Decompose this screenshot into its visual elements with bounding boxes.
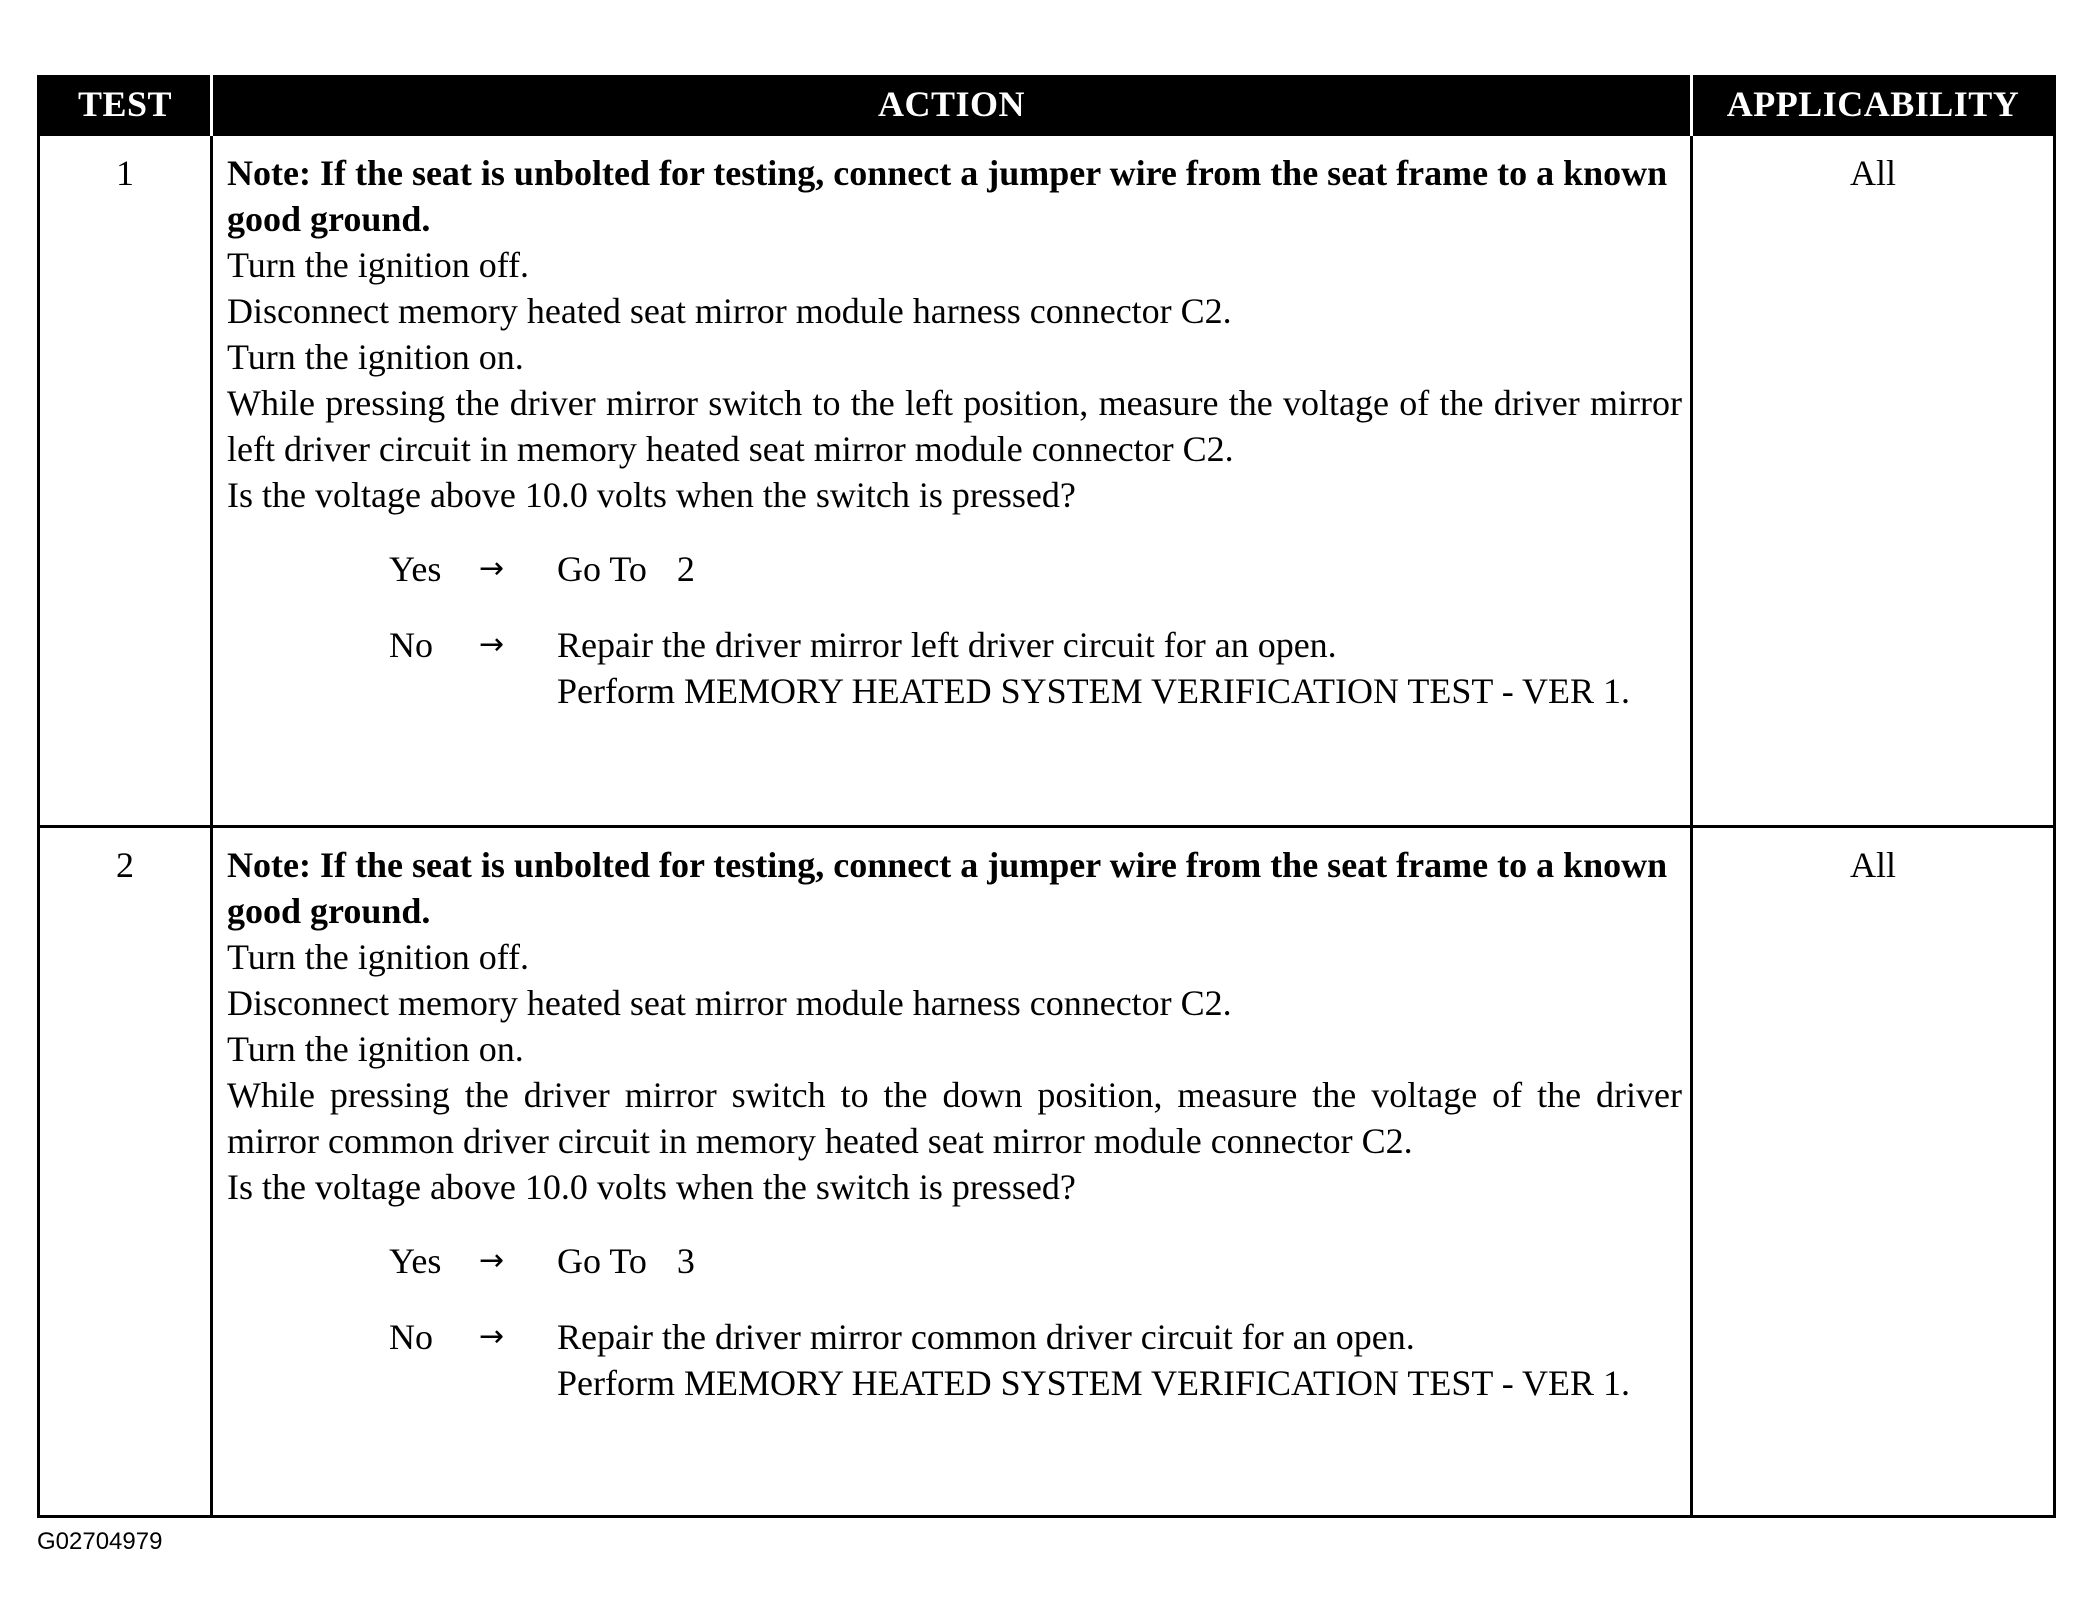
goto-label: Go To — [557, 1241, 647, 1281]
header-test: TEST — [39, 75, 212, 135]
goto-target: 2 — [676, 549, 695, 589]
step-text: Disconnect memory heated seat mirror module harness connector C2. — [227, 291, 1232, 331]
yes-label: Yes — [389, 549, 442, 589]
outcome-result — [557, 1314, 1682, 1406]
step-text: Disconnect memory heated seat mirror module harness connector C2. — [227, 983, 1232, 1023]
test-number: 1 — [39, 135, 212, 827]
header-row — [39, 75, 2055, 135]
note-text: Note: If the seat is unbolted for testing, connect a jumper wire from the seat frame to a known good ground. — [227, 153, 1668, 239]
outcome-result — [557, 622, 1682, 714]
outcome-no — [389, 622, 1682, 714]
action-cell — [212, 827, 1692, 1517]
goto-label: Go To — [557, 549, 647, 589]
header-action: ACTION — [212, 75, 1692, 135]
figure-id: G02704979 — [37, 1528, 163, 1555]
action-cell — [212, 135, 1692, 827]
note-text: Note: If the seat is unbolted for testing, connect a jumper wire from the seat frame to a known good ground. — [227, 845, 1668, 931]
question-text: Is the voltage above 10.0 volts when the switch is pressed? — [227, 475, 1076, 515]
diagnostic-test-table — [37, 75, 2056, 1518]
right-arrow-icon: → — [479, 551, 505, 586]
verification-instruction: Perform MEMORY HEATED SYSTEM VERIFICATION TEST - VER 1. — [557, 671, 1631, 711]
outcome-result — [557, 546, 1682, 592]
repair-instruction: Repair the driver mirror left driver circuit for an open. — [557, 625, 1337, 665]
verification-instruction: Perform MEMORY HEATED SYSTEM VERIFICATION TEST - VER 1. — [557, 1363, 1631, 1403]
yes-label: Yes — [389, 1241, 442, 1281]
outcome-yes — [389, 1238, 1682, 1284]
right-arrow-icon: → — [479, 1243, 505, 1278]
no-label: No — [389, 1317, 433, 1357]
table-row — [39, 135, 2055, 827]
repair-instruction: Repair the driver mirror common driver circuit for an open. — [557, 1317, 1415, 1357]
right-arrow-icon: → — [479, 627, 505, 662]
applicability-cell: All — [1692, 827, 2055, 1517]
table-row — [39, 827, 2055, 1517]
step-text: While pressing the driver mirror switch to the down position, measure the voltage of the driver mirror common driver circuit in memory heated seat mirror module connector C2. — [227, 1075, 1682, 1161]
no-label: No — [389, 625, 433, 665]
step-text: Turn the ignition off. — [227, 245, 530, 285]
question-text: Is the voltage above 10.0 volts when the switch is pressed? — [227, 1167, 1076, 1207]
applicability-cell: All — [1692, 135, 2055, 827]
step-text: Turn the ignition on. — [227, 337, 524, 377]
step-text: Turn the ignition off. — [227, 937, 530, 977]
outcomes — [389, 546, 1682, 714]
table-header — [39, 75, 2055, 135]
step-text: Turn the ignition on. — [227, 1029, 524, 1069]
test-number: 2 — [39, 827, 212, 1517]
outcome-no — [389, 1314, 1682, 1406]
step-text: While pressing the driver mirror switch to the left position, measure the voltage of the driver mirror left driver circuit in memory heated seat mirror module connector C2. — [227, 383, 1682, 469]
outcome-yes — [389, 546, 1682, 592]
outcomes — [389, 1238, 1682, 1406]
right-arrow-icon: → — [479, 1319, 505, 1354]
header-applicability: APPLICABILITY — [1692, 75, 2055, 135]
goto-target: 3 — [676, 1241, 695, 1281]
outcome-result — [557, 1238, 1682, 1284]
